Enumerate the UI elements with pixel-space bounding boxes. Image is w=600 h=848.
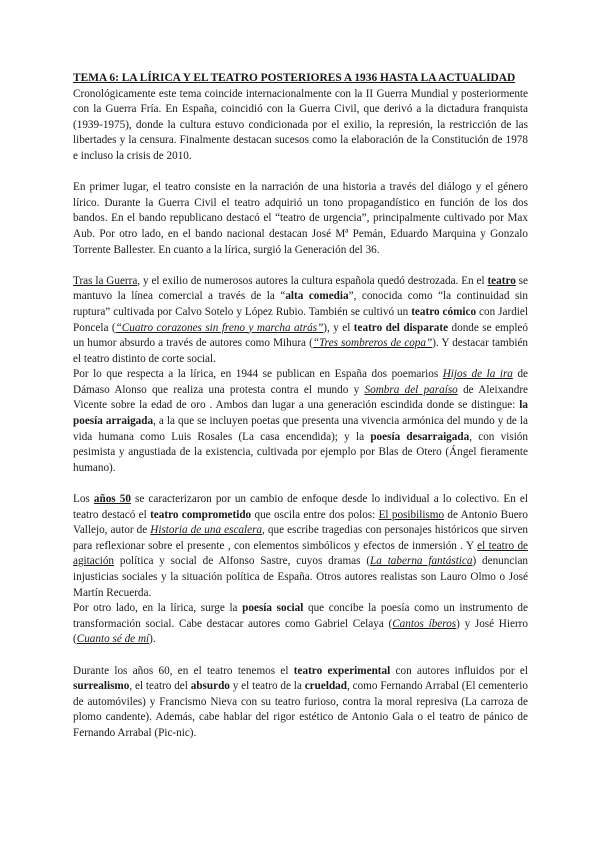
- document-title: TEMA 6: LA LÍRICA Y EL TEATRO POSTERIORES A 1936 HASTA LA ACTUALIDAD: [73, 72, 516, 84]
- paragraph-postwar-theatre: Tras la Guerra, y el exilio de numerosos autores la cultura española quedó destrozada. En el teatro se mantuvo la línea comercial a través de la “alta comedia”, conocida como “la continuidad sin ruptura” cultivada por Calvo Sotelo y López Rubio. También se cultivó un teatro cómico con Jardiel Poncela (“Cuatro corazones sin freno y marcha atrás”), y el teatro del disparate donde se empleó un humor absurdo a través de autores como Mihura (“Tres sombreros de copa”). Y destacar también el teatro distinto de corte social.: [73, 274, 528, 365]
- paragraph-gap: [73, 476, 528, 492]
- paragraph-postwar-lyric: Por lo que respecta a la lírica, en 1944 se publican en España dos poemarios Hijos de la ira de Dámaso Alonso que realiza una protesta contra el mundo y Sombra del paraíso de Aleixandre Vicente sobre la edad de oro . Ambos dan lugar a una generación escindida donde se distingue: la poesía arraigada, a la que se incluyen poetas que presenta una vivencia armónica del mundo y de la vida humana como Luis Rosales (La casa encendida); y la poesía desarraigada, con visión pesimista y angustiada de la existencia, cultivada por ejemplo por Blas de Otero (Ángel fieramente humano).: [73, 368, 529, 474]
- paragraph-gap: [73, 165, 528, 181]
- paragraph-fifties-lyric: Por otro lado, en la lírica, surge la poesía social que concibe la poesía como un instrumento de transformación social. Cabe destacar autores como Gabriel Celaya (Cantos íberos) y José Hierro (Cuanto sé de mí).: [73, 602, 528, 646]
- paragraph-intro: Cronológicamente este tema coincide internacionalmente con la II Guerra Mundial y posteriormente con la Guerra Fría. En España, coincidió con la Guerra Civil, que derivó a la dictadura franquista (1939-1975), donde la cultura estuvo condicionada por el exilio, la represión, la restricción de las libertades y la censura. Finalmente destacan sucesos como la elaboración de la Constitución de 1978 e incluso la crisis de 2010.: [73, 87, 528, 162]
- paragraph-fifties-theatre: Los años 50 se caracterizaron por un cambio de enfoque desde lo individual a lo colectivo. En el teatro destacó el teatro comprometido que oscila entre dos polos: El posibilismo de Antonio Buero Vallejo, autor de Historia de una escalera, que escribe tragedias con personajes históricos que sirven para reflexionar sobre el presente , con elementos simbólicos y efectos de inmersión . Y el teatro de agitación política y social de Alfonso Sastre, cuyos dramas (La taberna fantástica) denuncian injusticias sociales y la situación política de España. Otros autores realistas son Lauro Olmo o José Martín Recuerda.: [73, 493, 529, 599]
- paragraph-sixties-theatre: Durante los años 60, en el teatro tenemos el teatro experimental con autores influidos por el surrealismo, el teatro del absurdo y el teatro de la crueldad, como Fernando Arrabal (El cementerio de automóviles) y Francismo Nieva con su teatro furioso, contra la moral represiva (La carroza de plomo candente). Además, cabe hablar del rigor estético de Antonio Gala o el teatro de pánico de Fernando Arrabal (Pic-nic).: [73, 664, 528, 739]
- paragraph-civil-war-theatre: En primer lugar, el teatro consiste en la narración de una historia a través del diálogo y el género lírico. Durante la Guerra Civil el teatro adquirió un tono propagandístico en función de los dos bandos. En el bando republicano destacó el “teatro de urgencia”, principalmente cultivado por Max Aub. Por otro lado, en el bando nacional destacan José Mª Pemán, Eduardo Marquina y Gonzalo Torrente Ballester. En cuanto a la lírica, surgió la Generación del 36.: [73, 181, 528, 256]
- document-page: [73, 71, 528, 742]
- paragraph-gap: [73, 258, 528, 274]
- paragraph-gap: [73, 648, 528, 664]
